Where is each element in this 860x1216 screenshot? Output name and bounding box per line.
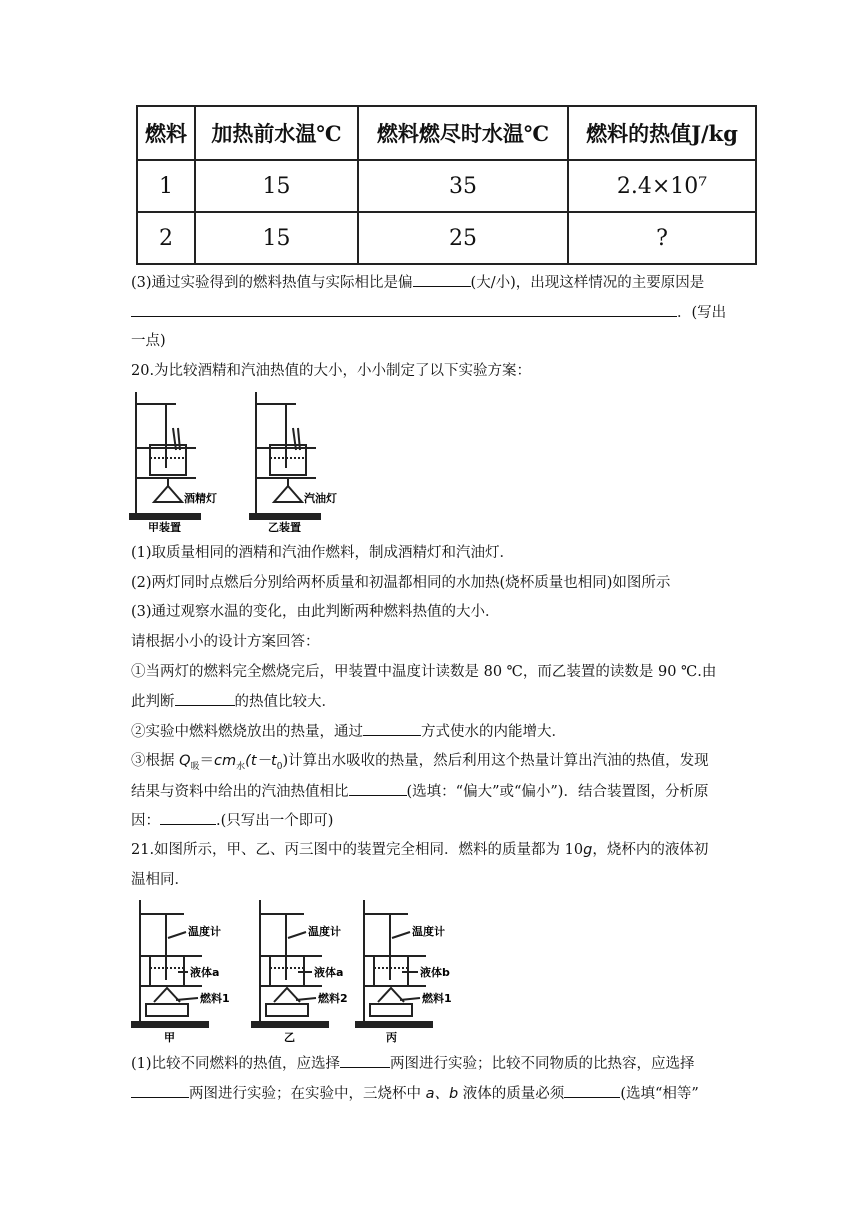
thermometer-label: 温度计 xyxy=(188,925,221,938)
q20-text: ②实验中燃料燃烧放出的热量，通过 xyxy=(131,724,363,740)
answer-blank[interactable] xyxy=(175,691,235,706)
answer-blank[interactable] xyxy=(131,1083,189,1098)
formula-cm: cm xyxy=(214,753,237,769)
fig-bing-label: 丙 xyxy=(386,1031,397,1043)
device2-label: 乙装置 xyxy=(268,521,301,532)
q20-apparatus-figure xyxy=(128,390,378,532)
q21-intro-line2: 温相同． xyxy=(131,872,189,888)
answer-blank[interactable] xyxy=(131,302,677,317)
q21-text: 两图进行实验；在实验中，三烧杯中 xyxy=(189,1086,426,1102)
q21-p1-line1 xyxy=(131,1053,695,1074)
q20-text: 计算出水吸收的热量，然后利用这个热量计算出汽油的热值，发现 xyxy=(288,753,709,769)
q21-text: (1)比较不同燃料的热值，应选择 xyxy=(131,1056,341,1072)
table-header-row xyxy=(137,106,756,160)
q20-text: 结果与资料中给出的汽油热值相比 xyxy=(131,784,349,800)
lamp1-label: 酒精灯 xyxy=(184,492,217,505)
q21-vars: a、b xyxy=(425,1086,459,1102)
q21-apparatus-figure xyxy=(128,898,468,1043)
q20-text: 的热值比较大． xyxy=(234,694,336,710)
table-header: 加热前水温℃ xyxy=(195,106,358,160)
formula-q: Q xyxy=(179,753,191,769)
answer-blank[interactable] xyxy=(340,1053,390,1068)
answer-blank[interactable] xyxy=(160,810,216,825)
lamp2-label: 汽油灯 xyxy=(304,492,337,505)
table-row xyxy=(137,160,756,212)
q20-a3-line1 xyxy=(131,751,709,777)
formula-paren: (t－t xyxy=(245,753,277,769)
table-cell: 1 xyxy=(137,160,195,212)
q21-unit: g xyxy=(583,842,593,858)
thermometer-label: 温度计 xyxy=(308,925,341,938)
answer-blank[interactable] xyxy=(363,721,421,736)
table-cell: 15 xyxy=(195,212,358,264)
table-cell: 2.4×10⁷ xyxy=(568,160,756,212)
q21-text: 两图进行实验；比较不同物质的比热容，应选择 xyxy=(390,1056,695,1072)
formula-sub: 0 xyxy=(276,761,283,772)
table-cell: 35 xyxy=(358,160,568,212)
q20-a3-line2 xyxy=(131,781,708,802)
q21-text: 液体的质量必须 xyxy=(458,1086,565,1102)
thermometer-label: 温度计 xyxy=(412,925,445,938)
q20-step2: (2)两灯同时点燃后分别给两杯质量和初温都相同的水加热(烧杯质量也相同)如图所示 xyxy=(131,575,671,591)
table-header: 燃料 xyxy=(137,106,195,160)
q20-text: (选填：“偏大”或“偏小”)．结合装置图，分析原 xyxy=(406,784,709,800)
q19-3-line3: 一点) xyxy=(131,333,166,349)
q20-a1-line2 xyxy=(131,691,336,712)
q20-a3-line3 xyxy=(131,810,333,831)
table-cell: ? xyxy=(568,212,756,264)
table-cell: 15 xyxy=(195,160,358,212)
q21-text: (选填“相等” xyxy=(620,1086,699,1102)
q19-3-line1 xyxy=(131,272,704,293)
fig-yi-label: 乙 xyxy=(284,1031,295,1043)
q20-step3: (3)通过观察水温的变化，由此判断两种燃料热值的大小． xyxy=(131,604,500,620)
table-header: 燃料燃尽时水温℃ xyxy=(358,106,568,160)
table-cell: 2 xyxy=(137,212,195,264)
device1-label: 甲装置 xyxy=(148,521,181,532)
formula-close: ) xyxy=(282,753,289,769)
q21-text: 21.如图所示，甲、乙、丙三图中的装置完全相同．燃料的质量都为 10 xyxy=(131,842,584,858)
liquid-a-label: 液体a xyxy=(190,966,220,979)
q20-a1-line1: ①当两灯的燃料完全燃烧完后，甲装置中温度计读数是 80 ℃，而乙装置的读数是 90 ℃.由 xyxy=(131,664,717,680)
q20-step1: (1)取质量相同的酒精和汽油作燃料，制成酒精灯和汽油灯． xyxy=(131,545,515,561)
fuel1-label: 燃料1 xyxy=(422,992,452,1005)
q20-text: 方式使水的内能增大． xyxy=(421,724,566,740)
liquid-a-label: 液体a xyxy=(314,966,344,979)
q21-p1-line2 xyxy=(131,1083,699,1104)
liquid-b-label: 液体b xyxy=(420,966,450,979)
q20-prompt: 请根据小小的设计方案回答： xyxy=(131,634,320,650)
fuel1-label: 燃料1 xyxy=(200,992,230,1005)
table-header: 燃料的热值J/kg xyxy=(568,106,756,160)
formula-sub: 水 xyxy=(236,761,246,772)
table-cell: 25 xyxy=(358,212,568,264)
q20-intro: 20.为比较酒精和汽油热值的大小，小小制定了以下实验方案： xyxy=(131,363,532,379)
q21-text: ，烧杯内的液体初 xyxy=(592,842,709,858)
answer-blank[interactable] xyxy=(564,1083,620,1098)
q20-a2 xyxy=(131,721,566,742)
formula-sub: 吸 xyxy=(190,761,200,772)
fig-jia-label: 甲 xyxy=(164,1031,175,1043)
answer-blank[interactable] xyxy=(349,781,407,796)
q19-3-line2 xyxy=(131,302,726,323)
q20-text: 此判断 xyxy=(131,694,175,710)
formula-eq: ＝ xyxy=(199,753,215,769)
q19-3-text: (大/小)，出现这样情况的主要原因是 xyxy=(470,275,705,291)
q20-text: .(只写出一个即可) xyxy=(216,813,334,829)
q20-text: ③根据 xyxy=(131,753,180,769)
answer-blank[interactable] xyxy=(413,272,471,287)
q19-3-text: ．(写出 xyxy=(677,305,727,321)
q20-text: 因： xyxy=(131,813,160,829)
q21-intro-line1 xyxy=(131,840,708,860)
q19-3-text: (3)通过实验得到的燃料热值与实际相比是偏 xyxy=(131,275,413,291)
fuel2-label: 燃料2 xyxy=(318,992,348,1005)
table-row xyxy=(137,212,756,264)
fuel-table xyxy=(136,105,757,265)
